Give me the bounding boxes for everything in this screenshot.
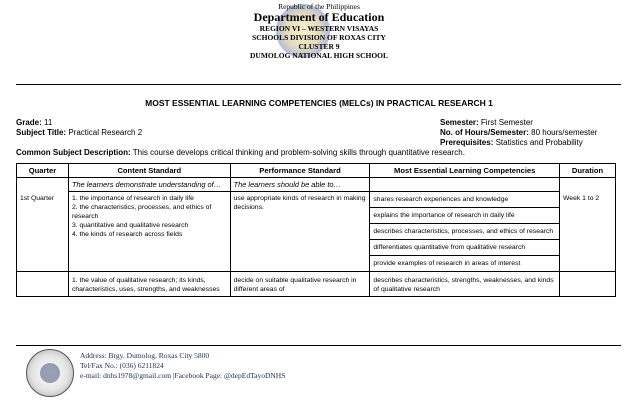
description-value: This course develops critical thinking and problem-solving skills through quantitative research. <box>132 148 465 157</box>
prerequisites-line <box>440 138 583 148</box>
quarter-cell-empty <box>17 272 69 297</box>
school-line: DUMOLOG NATIONAL HIGH SCHOOL <box>249 51 388 60</box>
subject-line <box>16 128 142 138</box>
melc-cell-empty <box>370 178 560 192</box>
competency-item: explains the importance of research in daily life <box>370 208 559 224</box>
grade-label: Grade: <box>16 118 42 127</box>
content-standard-cell <box>68 192 230 272</box>
grade-line <box>16 118 52 128</box>
description-label: Common Subject Description: <box>16 148 131 157</box>
table-row <box>17 192 616 272</box>
footer-contact <box>80 351 285 381</box>
content-item: 4. the kinds of research across fields <box>71 231 183 238</box>
footer-email: e-mail: dnhs1978@gmail.com |Facebook Page: @depEdTayoDNHS <box>80 371 286 380</box>
competency-cell: describes characteristics, strengths, weaknesses, and kinds of qualitative research <box>370 272 560 297</box>
semester-value: First Semester <box>480 118 533 127</box>
performance-standard-header: Performance Standard <box>230 164 370 178</box>
content-standard-header: Content Standard <box>68 164 230 178</box>
duration-cell: Week 1 to 2 <box>560 192 616 272</box>
competency-item: describes characteristics, processes, and ethics of research <box>370 224 559 240</box>
letterhead-divider <box>16 84 621 85</box>
content-standard-intro: The learners demonstrate understanding of… <box>68 178 230 192</box>
quarter-header: Quarter <box>17 164 69 178</box>
hours-value: 80 hours/semester <box>531 128 598 137</box>
semester-label: Semester: <box>440 118 479 127</box>
content-standard-cell: 1. the value of qualitative research; its kinds, characteristics, uses, strengths, and weaknesses <box>68 272 230 297</box>
quarter-cell: 1st Quarter <box>17 192 69 272</box>
hours-label: No. of Hours/Semester: <box>440 128 529 137</box>
semester-line <box>440 118 533 128</box>
table-row <box>17 272 616 297</box>
table-intro-row <box>17 178 616 192</box>
melc-header: Most Essential Learning Competencies <box>370 164 560 178</box>
cluster-line: CLUSTER 9 <box>298 42 340 51</box>
letterhead <box>0 2 638 60</box>
duration-cell-empty <box>560 272 616 297</box>
subject-label: Subject Title: <box>16 128 67 137</box>
division-line: SCHOOLS DIVISION OF ROXAS CITY <box>252 33 386 42</box>
performance-standard-intro: The learners should be able to… <box>230 178 370 192</box>
competencies-cell <box>370 192 560 272</box>
content-item: 3. quantitative and qualitative research <box>71 222 189 229</box>
document-title: MOST ESSENTIAL LEARNING COMPETENCIES (MELCs) IN PRACTICAL RESEARCH 1 <box>145 98 493 108</box>
melc-table <box>16 163 616 297</box>
republic-line: Republic of the Philippines <box>278 2 360 11</box>
quarter-cell-empty <box>17 178 69 192</box>
footer-divider <box>16 345 621 346</box>
duration-header: Duration <box>560 164 616 178</box>
performance-standard-cell: use appropriate kinds of research in making decisions. <box>230 192 370 272</box>
footer-telfax: Tel/Fax No.: (036) 6211824 <box>80 361 164 370</box>
description-line <box>16 148 465 158</box>
performance-standard-cell: decide on suitable qualitative research in different areas of <box>230 272 370 297</box>
school-logo-icon <box>26 349 74 397</box>
hours-line <box>440 128 597 138</box>
prerequisites-label: Prerequisites: <box>440 138 494 147</box>
region-line: REGION VI – WESTERN VISAYAS <box>259 24 379 33</box>
duration-cell-empty <box>560 178 616 192</box>
content-item: 2. the characteristics, processes, and ethics of research <box>71 204 212 220</box>
footer-address: Address: Brgy. Dumolog, Roxas City 5800 <box>80 351 210 360</box>
prerequisites-value: Statistics and Probability <box>495 138 583 147</box>
competency-item: provide examples of research in areas of interest <box>373 260 521 267</box>
competency-item: differentiates quantitative from qualitative research <box>370 240 559 256</box>
competency-item: shares research experiences and knowledge <box>370 192 559 208</box>
table-header-row <box>17 164 616 178</box>
content-item: 1. the importance of research in daily life <box>71 195 194 202</box>
subject-value: Practical Research 2 <box>68 128 143 137</box>
grade-value: 11 <box>44 118 53 127</box>
department-line: Department of Education <box>253 10 385 24</box>
